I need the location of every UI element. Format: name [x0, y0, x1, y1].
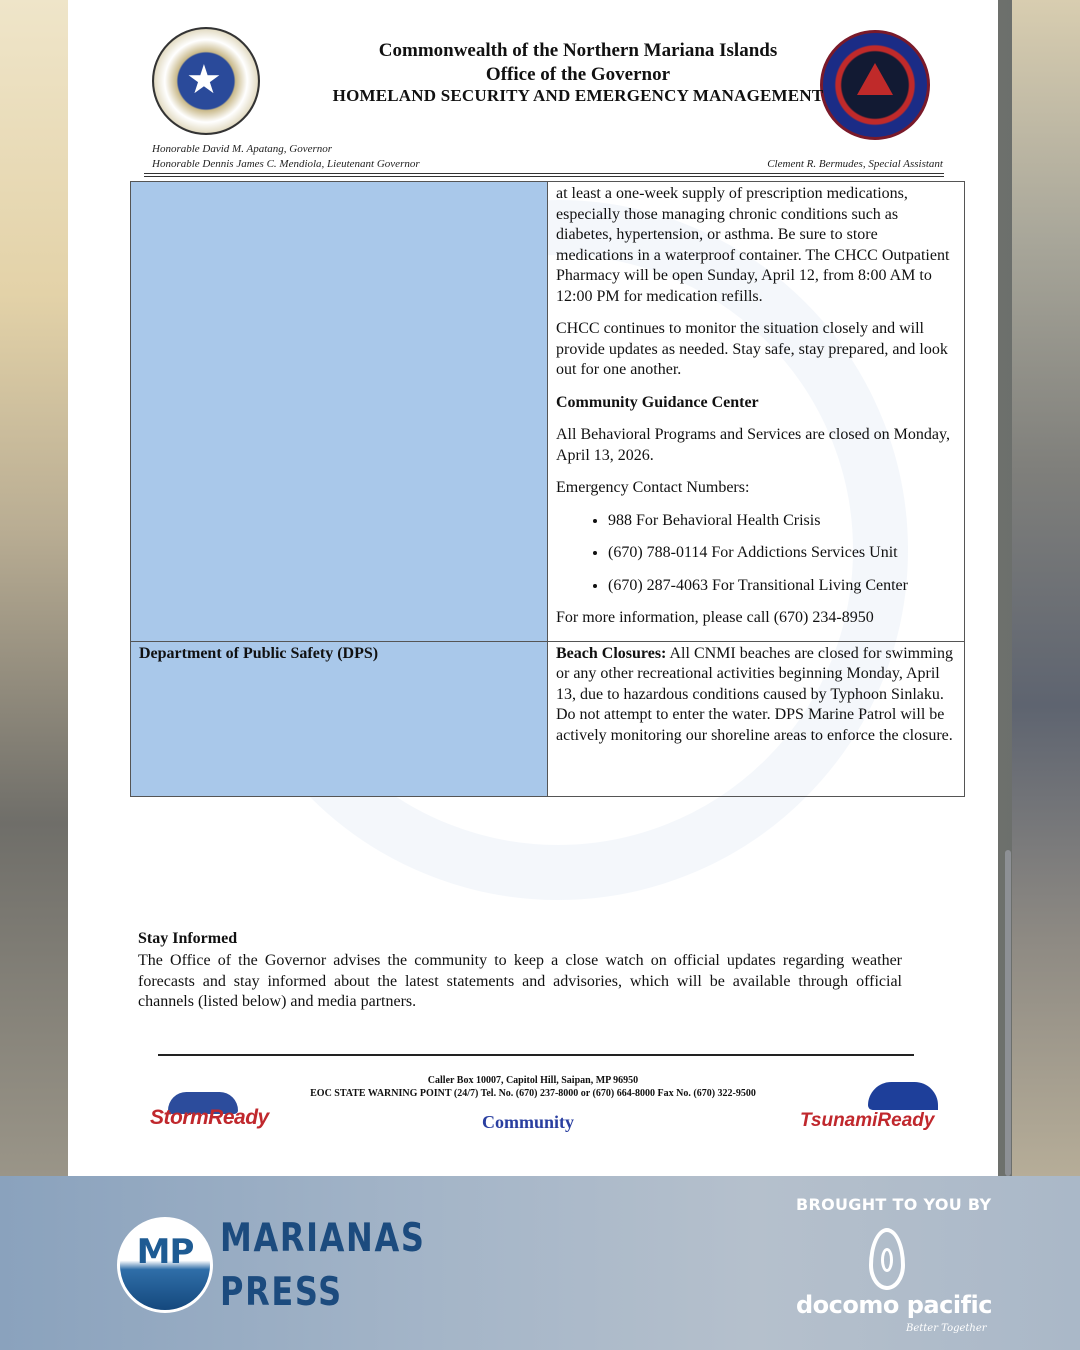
closure-paragraph: All Behavioral Programs and Services are closed on Monday, April 13, 2026. — [556, 426, 950, 464]
stay-informed-body: The Office of the Governor advises the community to keep a close watch on official updates regarding weather forecasts and stay informed about the latest statements and advisories, which will be available through official channels (listed below) and media partners. — [138, 952, 902, 1010]
brand-name-line2: PRESS — [220, 1270, 343, 1315]
footer-divider — [158, 1054, 914, 1056]
header-divider-second — [144, 176, 944, 177]
background-right — [1012, 0, 1080, 1176]
agency-cell: Department of Public Safety (DPS) — [131, 641, 548, 796]
beach-closures-label: Beach Closures: — [556, 644, 667, 662]
more-info-paragraph: For more information, please call (670) 234-8950 — [556, 609, 874, 626]
tsunamiready-logo: TsunamiReady — [800, 1110, 935, 1131]
mp-logo-letters: MP — [136, 1232, 194, 1272]
list-item: • (670) 287-4063 For Transitional Living Center — [608, 576, 956, 597]
cnmi-official-seal-icon: ★ — [152, 27, 260, 135]
community-label: Community — [482, 1112, 575, 1132]
tsunami-wave-icon — [868, 1082, 938, 1110]
contacts-list — [556, 511, 956, 597]
details-cell — [548, 641, 965, 796]
list-item: • 988 For Behavioral Health Crisis — [608, 511, 956, 532]
contacts-label: Emergency Contact Numbers: — [556, 479, 750, 496]
marianas-press-logo-icon — [117, 1217, 213, 1313]
table-row — [131, 182, 965, 642]
brand-name-line1: MARIANAS — [220, 1216, 426, 1261]
beach-closures-text: All CNMI beaches are closed for swimming or any other recreational activities beginning Monday, April 13, due to hazardous conditions caused by Typhoon Sinlaku. Do not attempt to enter the water. DPS Marine Patrol will be actively monitoring our shoreline areas to enforce the closure. — [556, 644, 953, 744]
special-assistant-name: Clement R. Bermudes, Special Assistant — [767, 158, 943, 170]
scrollbar[interactable] — [1005, 850, 1011, 1176]
chcc-monitor-paragraph: CHCC continues to monitor the situation closely and will provide updates as needed. Stay safe, stay prepared, and look out for one another. — [556, 320, 948, 378]
agency-cell — [131, 182, 548, 642]
sponsor-name: docomo pacific — [796, 1291, 992, 1319]
header-commonwealth: Commonwealth of the Northern Mariana Islands — [378, 40, 778, 61]
community-guidance-heading: Community Guidance Center — [556, 393, 759, 411]
lt-governor-name: Honorable Dennis James C. Mendiola, Lieutenant Governor — [152, 158, 420, 170]
sponsor-tagline: Better Together — [906, 1323, 987, 1334]
header-divider — [144, 173, 944, 174]
footer-phones: EOC STATE WARNING POINT (24/7) Tel. No. (670) 237-8000 or (670) 664-8000 Fax No. (670) 322-9500 — [310, 1088, 756, 1099]
medication-paragraph: at least a one-week supply of prescription medications, especially those managing chronic conditions such as diabetes, hypertension, or asthma. Be sure to store medications in a waterproof container. The CHCC Outpatient Pharmacy will be open Sunday, April 12, from 8:00 AM to 12:00 PM for medication refills. — [556, 185, 950, 305]
table-row — [131, 641, 965, 796]
background-left — [0, 0, 68, 1176]
agency-table — [130, 181, 965, 797]
brought-to-you-label: BROUGHT TO YOU BY — [796, 1195, 992, 1214]
header-department: HOMELAND SECURITY AND EMERGENCY MANAGEMENT — [332, 86, 824, 105]
stormready-logo: StormReady — [150, 1106, 269, 1129]
footer-address: Caller Box 10007, Capitol Hill, Saipan, MP 96950 — [427, 1075, 639, 1086]
stay-informed-title: Stay Informed — [138, 930, 238, 947]
governor-name: Honorable David M. Apatang, Governor — [152, 143, 333, 155]
list-item: • (670) 788-0114 For Addictions Services Unit — [608, 543, 956, 564]
details-cell — [548, 182, 965, 642]
document-page — [68, 0, 998, 1176]
header-office: Office of the Governor — [485, 64, 671, 85]
